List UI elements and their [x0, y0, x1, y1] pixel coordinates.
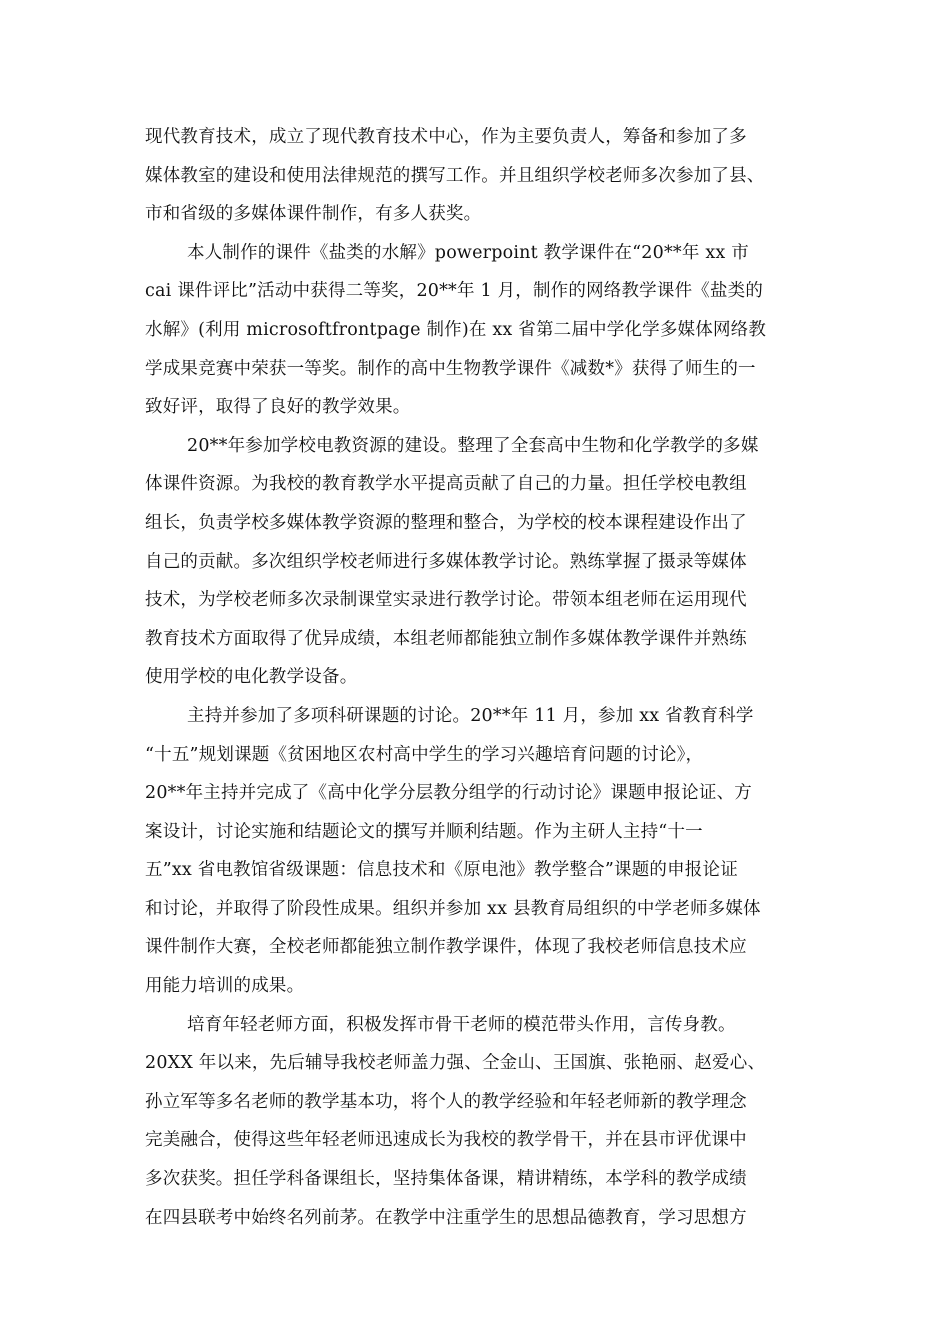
paragraph-2-line-4: 学成果竞赛中荣获一等奖。制作的高中生物教学课件《减数*》获得了师生的一	[145, 358, 756, 379]
paragraph-5-line-3: 孙立军等多名老师的教学基本功，将个人的教学经验和年轻老师新的教学理念	[145, 1091, 747, 1112]
paragraph-4-line-2: “十五”规划课题《贫困地区农村高中学生的学习兴趣培育问题的讨论》，	[145, 744, 704, 765]
paragraph-2-line-2: cai 课件评比”活动中获得二等奖，20**年 1 月，制作的网络教学课件《盐类的	[145, 281, 764, 302]
paragraph-4-line-3: 20**年主持并完成了《高中化学分层教分组学的行动讨论》课题申报论证、方	[145, 783, 752, 804]
paragraph-5-line-6: 在四县联考中始终名列前茅。在教学中注重学生的思想品德教育，学习思想方	[145, 1207, 747, 1228]
paragraph-4-line-5: 五”xx 省电教馆省级课题：信息技术和《原电池》教学整合”课题的申报论证	[145, 860, 738, 881]
paragraph-4-line-1: 主持并参加了多项科研课题的讨论。20**年 11 月，参加 xx 省教育科学	[187, 705, 754, 726]
paragraph-3-line-4: 自己的贡献。多次组织学校老师进行多媒体教学讨论。熟练掌握了摄录等媒体	[145, 551, 747, 572]
paragraph-4-line-8: 用能力培训的成果。	[145, 976, 305, 997]
paragraph-3-line-2: 体课件资源。为我校的教育教学水平提高贡献了自己的力量。担任学校电教组	[145, 474, 747, 495]
paragraph-2-line-1: 本人制作的课件《盐类的水解》powerpoint 教学课件在“20**年 xx 市	[187, 242, 749, 263]
paragraph-1-line-2: 媒体教室的建设和使用法律规范的撰写工作。并且组织学校老师多次参加了县、	[145, 165, 765, 186]
paragraph-3-line-5: 技术，为学校老师多次录制课堂实录进行教学讨论。带领本组老师在运用现代	[145, 590, 747, 611]
paragraph-4-line-6: 和讨论，并取得了阶段性成果。组织并参加 xx 县教育局组织的中学老师多媒体	[145, 898, 761, 919]
document-body	[145, 118, 815, 1237]
paragraph-5-line-5: 多次获奖。担任学科备课组长，坚持集体备课，精讲精练，本学科的教学成绩	[145, 1169, 747, 1190]
paragraph-3-line-3: 组长，负责学校多媒体教学资源的整理和整合，为学校的校本课程建设作出了	[145, 512, 747, 533]
paragraph-1-line-1: 现代教育技术，成立了现代教育技术中心，作为主要负责人，筹备和参加了多	[145, 127, 747, 147]
paragraph-3-line-7: 使用学校的电化教学设备。	[145, 667, 358, 688]
paragraph-3-line-6: 教育技术方面取得了优异成绩，本组老师都能独立制作多媒体教学课件并熟练	[145, 628, 747, 649]
paragraph-5-line-1: 培育年轻老师方面，积极发挥市骨干老师的模范带头作用，言传身教。	[187, 1014, 736, 1035]
paragraph-1-line-3: 市和省级的多媒体课件制作，有多人获奖。	[145, 204, 482, 225]
paragraph-5-line-4: 完美融合，使得这些年轻老师迅速成长为我校的教学骨干，并在县市评优课中	[145, 1130, 747, 1151]
paragraph-4-line-4: 案设计，讨论实施和结题论文的撰写并顺利结题。作为主研人主持“十一	[145, 821, 703, 842]
paragraph-2-line-5: 致好评，取得了良好的教学效果。	[145, 397, 411, 418]
paragraph-4-line-7: 课件制作大赛，全校老师都能独立制作教学课件，体现了我校老师信息技术应	[145, 937, 747, 958]
paragraph-2-line-3: 水解》(利用 microsoftfrontpage 制作)在 xx 省第二届中学化学多媒体网络教	[145, 319, 767, 340]
paragraph-5-line-2: 20XX 年以来，先后辅导我校老师盖力强、仝金山、王国旗、张艳丽、赵爱心、	[145, 1053, 766, 1074]
paragraph-3-line-1: 20**年参加学校电教资源的建设。整理了全套高中生物和化学教学的多媒	[187, 435, 759, 456]
